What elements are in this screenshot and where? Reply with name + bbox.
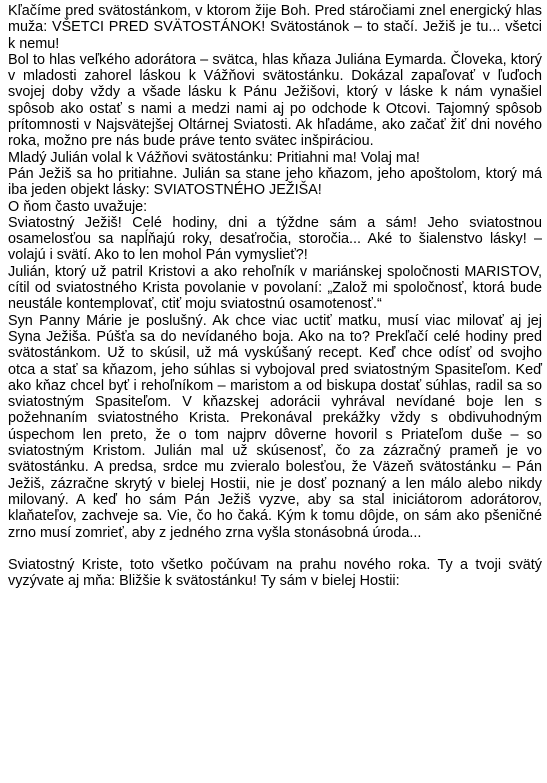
paragraph-closing-prayer: Sviatostný Kriste, toto všetko počúvam na prahu nového roka. Ty a tvoji svätý vyzývate aj mňa: Bližšie k svätostánku! Ty sám v bielej Hostii:: [8, 557, 542, 590]
paragraph-reflection-intro: O ňom často uvažuje:: [8, 198, 148, 215]
paragraph-son-of-mary: Syn Panny Márie je poslušný. Ak chce viac uctiť matku, musí viac milovať aj jej Syna Ježiša. Púšťa sa do nevídaného boja. Ako na to? Prekľačí celé hodiny pred svätostánkom. Už to skúsil, už má vyskúšaný recept. Keď chce odísť od svojho otca a stať sa kňazom, jeho súhlas si vybojoval pred sviatostným Spasiteľom. Keď ako kňaz chcel byť i rehoľníkom – maristom a od biskupa dostať súhlas, radil sa so sviatostným Spasiteľom. V kňazskej adorácii vyhrával nevídané boje len s požehnaním sviatostného Krista. Prekonával prekážky vždy s obdivuhodným úspechom len preto, že o tom najprv dôverne hovoril s Priateľom duše – so sviatostným Kristom. Julián mal už skúsenosť, čo za zázračný prameň je vo svätostánku. A predsa, srdce mu zvieralo bolesťou, že Väzeň svätostánku – Pán Ježiš, zázračne skrytý v bielej Hostii, nie je dosť poznaný a len málo alebo nikdy milovaný. A keď ho sám Pán Ježiš vyzve, aby sa stal iniciátorom adorátorov, klaňateľov, zachveje sa. Vie, čo ho čaká. Kým k tomu dôjde, on sám ako pšeničné zrno musí zomrieť, aby z jedného zrna vyšla stonásobná úroda...: [8, 312, 542, 541]
paragraph-spacer: [8, 541, 542, 557]
paragraph-sacramental-jesus: Sviatostný Ježiš! Celé hodiny, dni a týždne sám a sám! Jeho sviatostnou osamelosťou sa napĺňajú roky, desaťročia, storočia... Aké to šialenstvo lásky! – volajú i svätí. Ako to len mohol Pán vymyslieť?!: [8, 214, 542, 264]
paragraph-young-julian: Mladý Julián volal k Vážňovi svätostánku: Pritiahni ma! Volaj ma!: [8, 149, 420, 166]
paragraph-maristov: Julián, ktorý už patril Kristovi a ako rehoľník v mariánskej spoločnosti MARISTOV, cítil od sviatostného Krista povolanie v povolaní: „Založ mi spoločnosť, ktorá bude neustále kontemplovať, ctiť moju sviatostnú osamotenosť.“: [8, 263, 542, 313]
paragraph-jesus-draws: Pán Ježiš sa ho pritiahne. Julián sa stane jeho kňazom, jeho apoštolom, ktorý má iba jeden objekt lásky: SVIATOSTNÉHO JEŽIŠA!: [8, 165, 542, 199]
paragraph-intro: Kľačíme pred svätostánkom, v ktorom žije Boh. Pred stáročiami znel energický hlas muža: VŠETCI PRED SVÄTOSTÁNOK! Svätostánok – to stačí. Ježiš je tu... všetci k nemu!: [8, 3, 542, 52]
paragraph-eymard: Bol to hlas veľkého adorátora – svätca, hlas kňaza Juliána Eymarda. Človeka, ktorý v mladosti zahorel láskou k Vážňovi svätostánku. Dokázal zapaľovať v ľuďoch svojej doby vždy a všade lásku k Pánu Ježišovi, ktorý v láske k nám vynašiel spôsob ako ostať s nami a medzi nami aj po odchode k Otcovi. Tajomný spôsob prítomnosti v Najsvätejšej Oltárnej Sviatosti. Ak hľadáme, ako začať žiť dni nového roka, možno pre nás bude práve tento svätec inšpiráciou.: [8, 51, 542, 150]
